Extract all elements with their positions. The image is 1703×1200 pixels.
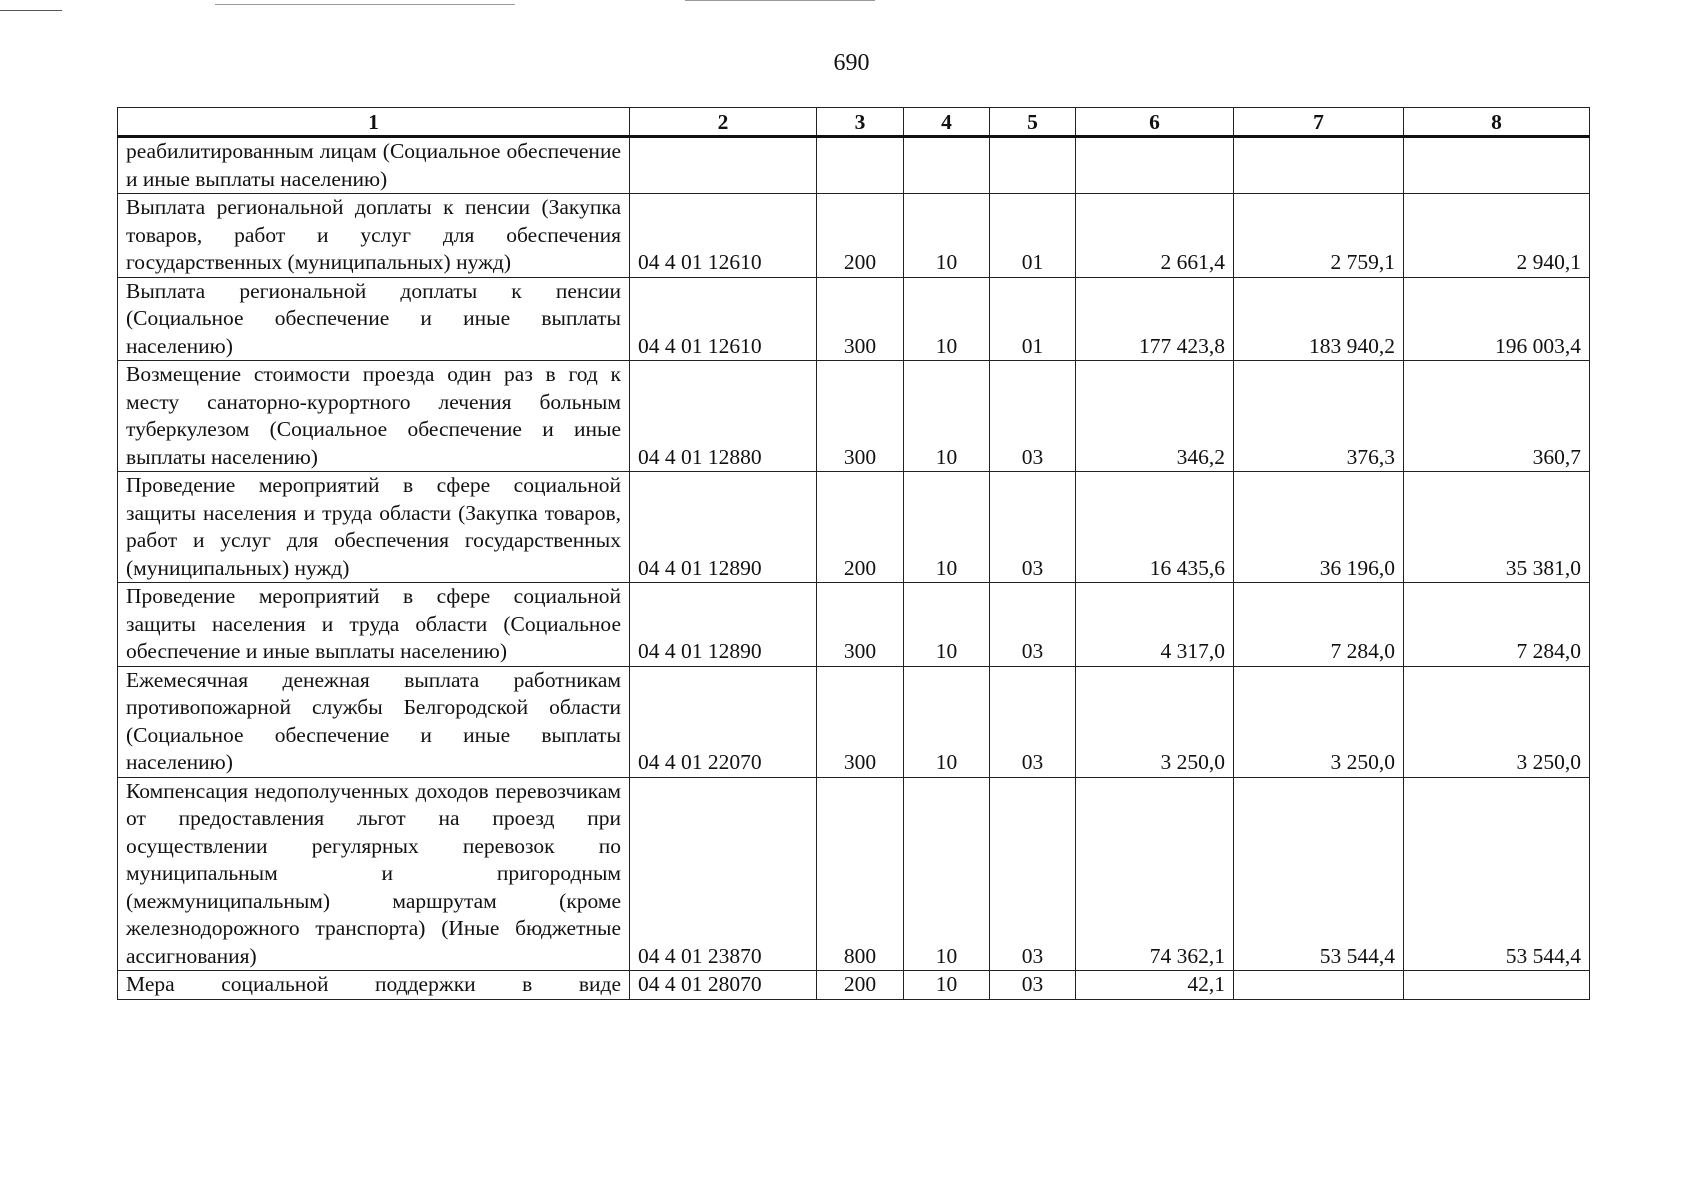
row-description: Компенсация недополученных доходов перевозчикам от предоставления льгот на проезд при осуществлении регулярных перевозок по муниципальным и пригородным (межмуниципальным) маршрутам (кроме железнодорожного транспорта) (Иные бюджетные ассигнования) (118, 777, 630, 971)
scan-artifact-line (685, 0, 875, 1)
row-description: Выплата региональной доплаты к пенсии (Социальное обеспечение и иные выплаты населению) (118, 277, 630, 361)
section-code: 10 (904, 361, 990, 472)
target-article-code: 04 4 01 28070 (630, 971, 817, 1000)
section-code: 10 (904, 194, 990, 278)
target-article-code: 04 4 01 22070 (630, 666, 817, 777)
section-code: 10 (904, 777, 990, 971)
row-description: Возмещение стоимости проезда один раз в год к месту санаторно-курортного лечения больным туберкулезом (Социальное обеспечение и иные выплаты населению) (118, 361, 630, 472)
amount-col-8: 7 284,0 (1404, 583, 1590, 667)
amount-col-6: 346,2 (1076, 361, 1234, 472)
row-description: Проведение мероприятий в сфере социальной защиты населения и труда области (Закупка товаров, работ и услуг для обеспечения государственных (муниципальных) нужд) (118, 472, 630, 583)
table-header-row (118, 108, 1590, 137)
subsection-code: 03 (990, 472, 1076, 583)
subsection-code: 01 (990, 194, 1076, 278)
amount-col-6: 74 362,1 (1076, 777, 1234, 971)
row-description: реабилитированным лицам (Социальное обеспечение и иные выплаты населению) (118, 137, 630, 194)
amount-col-7: 7 284,0 (1234, 583, 1404, 667)
section-code: 10 (904, 583, 990, 667)
column-header: 3 (817, 108, 904, 137)
expense-type-code: 200 (817, 472, 904, 583)
section-code: 10 (904, 277, 990, 361)
scan-artifact-line (0, 10, 62, 11)
amount-col-7: 183 940,2 (1234, 277, 1404, 361)
subsection-code: 03 (990, 666, 1076, 777)
target-article-code: 04 4 01 23870 (630, 777, 817, 971)
target-article-code: 04 4 01 12610 (630, 194, 817, 278)
amount-col-6 (1076, 137, 1234, 194)
target-article-code: 04 4 01 12880 (630, 361, 817, 472)
expense-type-code: 200 (817, 194, 904, 278)
amount-col-7: 53 544,4 (1234, 777, 1404, 971)
table-row (118, 777, 1590, 971)
subsection-code: 01 (990, 277, 1076, 361)
expense-type-code: 200 (817, 971, 904, 1000)
amount-col-8 (1404, 137, 1590, 194)
table-row (118, 361, 1590, 472)
target-article-code: 04 4 01 12890 (630, 472, 817, 583)
target-article-code (630, 137, 817, 194)
column-header: 1 (118, 108, 630, 137)
amount-col-8: 53 544,4 (1404, 777, 1590, 971)
amount-col-6: 3 250,0 (1076, 666, 1234, 777)
scan-artifact-line (215, 4, 515, 5)
table-row (118, 971, 1590, 1000)
amount-col-8: 35 381,0 (1404, 472, 1590, 583)
amount-col-6: 177 423,8 (1076, 277, 1234, 361)
amount-col-7: 36 196,0 (1234, 472, 1404, 583)
expense-type-code: 300 (817, 666, 904, 777)
table-row (118, 194, 1590, 278)
amount-col-6: 4 317,0 (1076, 583, 1234, 667)
expense-type-code: 300 (817, 583, 904, 667)
section-code: 10 (904, 472, 990, 583)
row-description: Выплата региональной доплаты к пенсии (Закупка товаров, работ и услуг для обеспечения государственных (муниципальных) нужд) (118, 194, 630, 278)
amount-col-7 (1234, 971, 1404, 1000)
row-description: Проведение мероприятий в сфере социальной защиты населения и труда области (Социальное обеспечение и иные выплаты населению) (118, 583, 630, 667)
table-row (118, 666, 1590, 777)
budget-table (117, 107, 1590, 1000)
subsection-code (990, 137, 1076, 194)
column-header: 7 (1234, 108, 1404, 137)
table-row (118, 472, 1590, 583)
subsection-code: 03 (990, 777, 1076, 971)
expense-type-code: 300 (817, 361, 904, 472)
amount-col-8: 196 003,4 (1404, 277, 1590, 361)
amount-col-8: 2 940,1 (1404, 194, 1590, 278)
column-header: 5 (990, 108, 1076, 137)
amount-col-7: 3 250,0 (1234, 666, 1404, 777)
section-code: 10 (904, 666, 990, 777)
subsection-code: 03 (990, 361, 1076, 472)
section-code (904, 137, 990, 194)
target-article-code: 04 4 01 12890 (630, 583, 817, 667)
amount-col-6: 42,1 (1076, 971, 1234, 1000)
row-description: Ежемесячная денежная выплата работникам противопожарной службы Белгородской области (Социальное обеспечение и иные выплаты населению) (118, 666, 630, 777)
amount-col-6: 2 661,4 (1076, 194, 1234, 278)
amount-col-8: 360,7 (1404, 361, 1590, 472)
column-header: 6 (1076, 108, 1234, 137)
table-row (118, 277, 1590, 361)
expense-type-code (817, 137, 904, 194)
expense-type-code: 800 (817, 777, 904, 971)
subsection-code: 03 (990, 583, 1076, 667)
amount-col-8: 3 250,0 (1404, 666, 1590, 777)
table-row (118, 137, 1590, 194)
expense-type-code: 300 (817, 277, 904, 361)
amount-col-6: 16 435,6 (1076, 472, 1234, 583)
amount-col-7: 376,3 (1234, 361, 1404, 472)
amount-col-8 (1404, 971, 1590, 1000)
row-description: Мера социальной поддержки в виде (118, 971, 630, 1000)
column-header: 4 (904, 108, 990, 137)
column-header: 2 (630, 108, 817, 137)
page-number: 690 (833, 50, 870, 76)
column-header: 8 (1404, 108, 1590, 137)
subsection-code: 03 (990, 971, 1076, 1000)
amount-col-7: 2 759,1 (1234, 194, 1404, 278)
amount-col-7 (1234, 137, 1404, 194)
table-row (118, 583, 1590, 667)
target-article-code: 04 4 01 12610 (630, 277, 817, 361)
section-code: 10 (904, 971, 990, 1000)
